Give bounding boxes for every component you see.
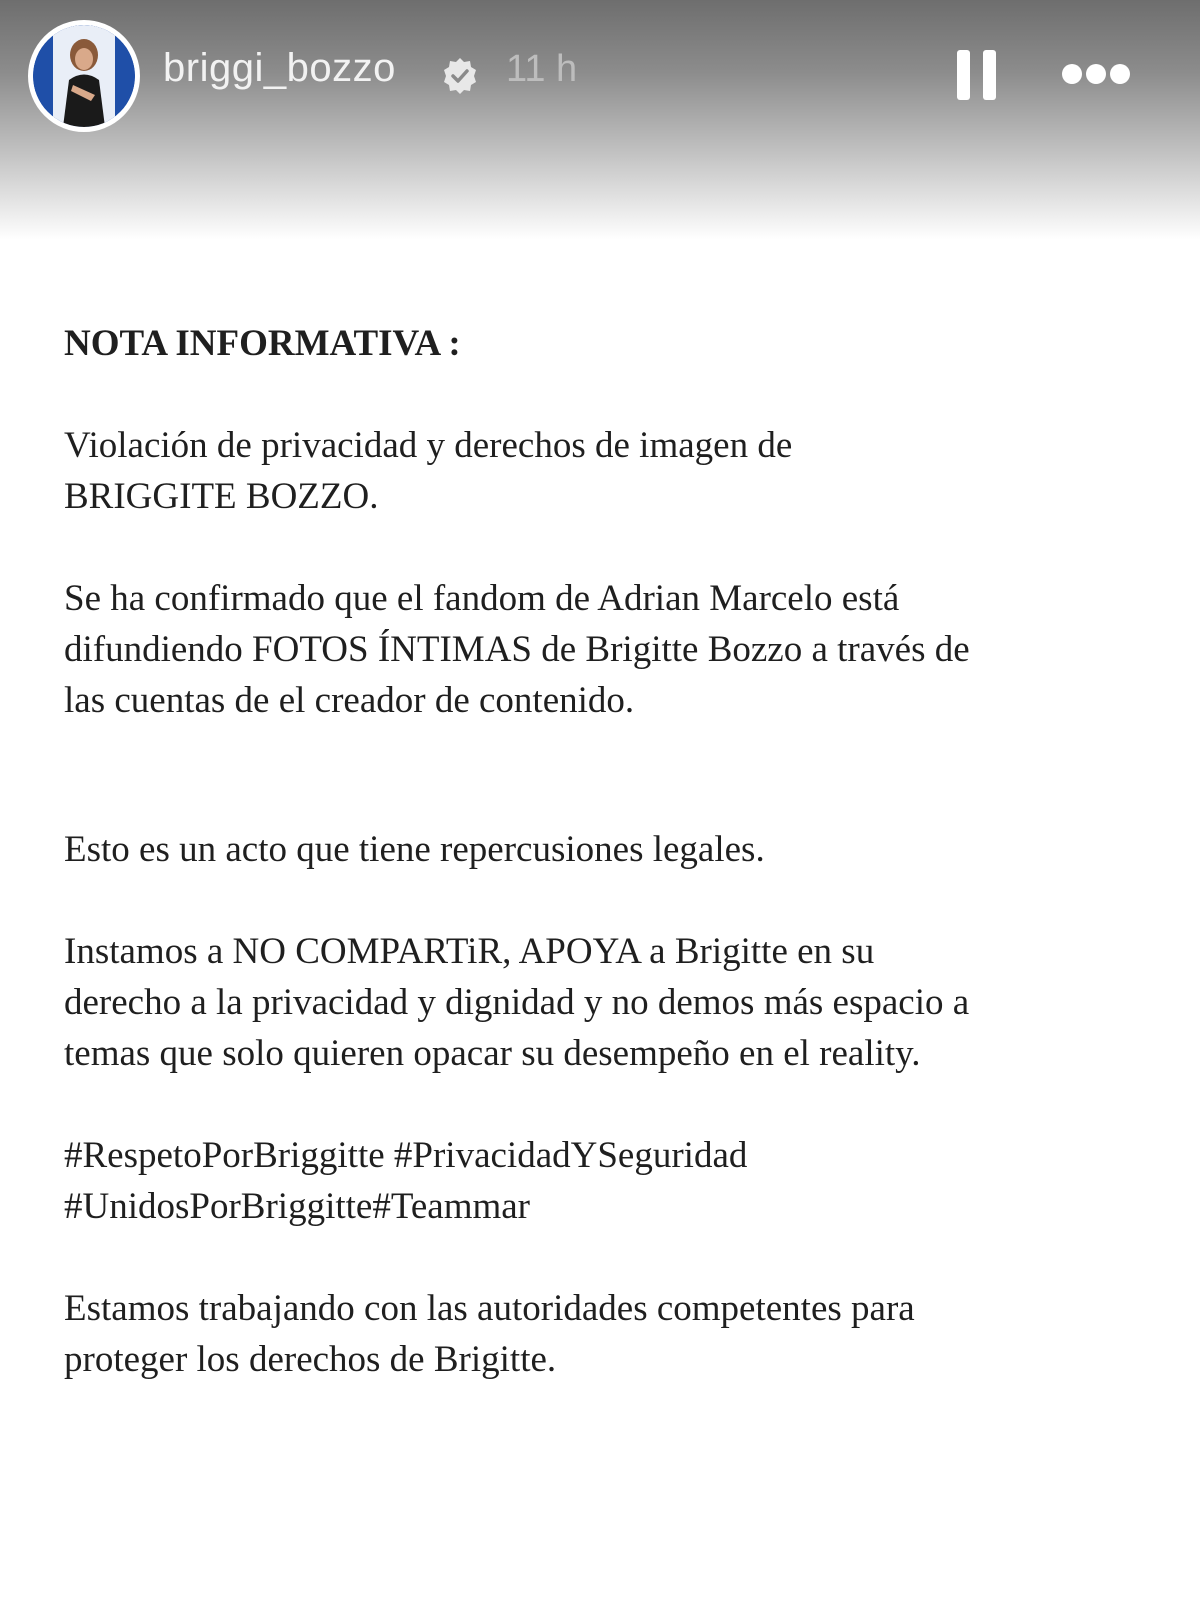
story-header [0,0,1200,240]
pause-icon-bar-left [957,50,970,100]
note-paragraph-line: Estamos trabajando con las autoridades competentes para [64,1288,915,1329]
avatar-image [33,25,135,127]
note-paragraph-line: Instamos a NO COMPARTiR, APOYA a Brigitte en su [64,931,875,972]
username[interactable]: briggi_bozzo [163,46,396,90]
note-paragraph-line: las cuentas de el creador de contenido. [64,680,635,721]
pause-button[interactable] [955,50,999,102]
note-paragraph-line: temas que solo quieren opacar su desempeño en el reality. [64,1033,921,1074]
note-subtitle-line: BRIGGITE BOZZO. [64,476,379,517]
note-paragraph-line: Se ha confirmado que el fandom de Adrian Marcelo está [64,578,900,619]
story-note [64,318,1154,1385]
verified-badge-icon [440,56,480,96]
more-icon-dot [1086,64,1106,84]
note-paragraph-line: proteger los derechos de Brigitte. [64,1339,557,1380]
hashtags-line: #RespetoPorBriggitte #PrivacidadYSeguridad [64,1135,748,1176]
more-options-button[interactable] [1060,62,1130,86]
more-icon-dot [1110,64,1130,84]
note-paragraph-line: Esto es un acto que tiene repercusiones legales. [64,829,765,870]
note-title: NOTA INFORMATIVA : [64,323,461,364]
more-icon-dot [1062,64,1082,84]
note-paragraph-line: derecho a la privacidad y dignidad y no demos más espacio a [64,982,970,1023]
profile-avatar[interactable] [28,20,140,132]
hashtags-line: #UnidosPorBriggitte#Teammar [64,1186,531,1227]
post-timestamp: 11 h [506,48,578,90]
note-subtitle-line: Violación de privacidad y derechos de imagen de [64,425,793,466]
pause-icon-bar-right [983,50,996,100]
note-paragraph-line: difundiendo FOTOS ÍNTIMAS de Brigitte Bozzo a través de [64,629,970,670]
